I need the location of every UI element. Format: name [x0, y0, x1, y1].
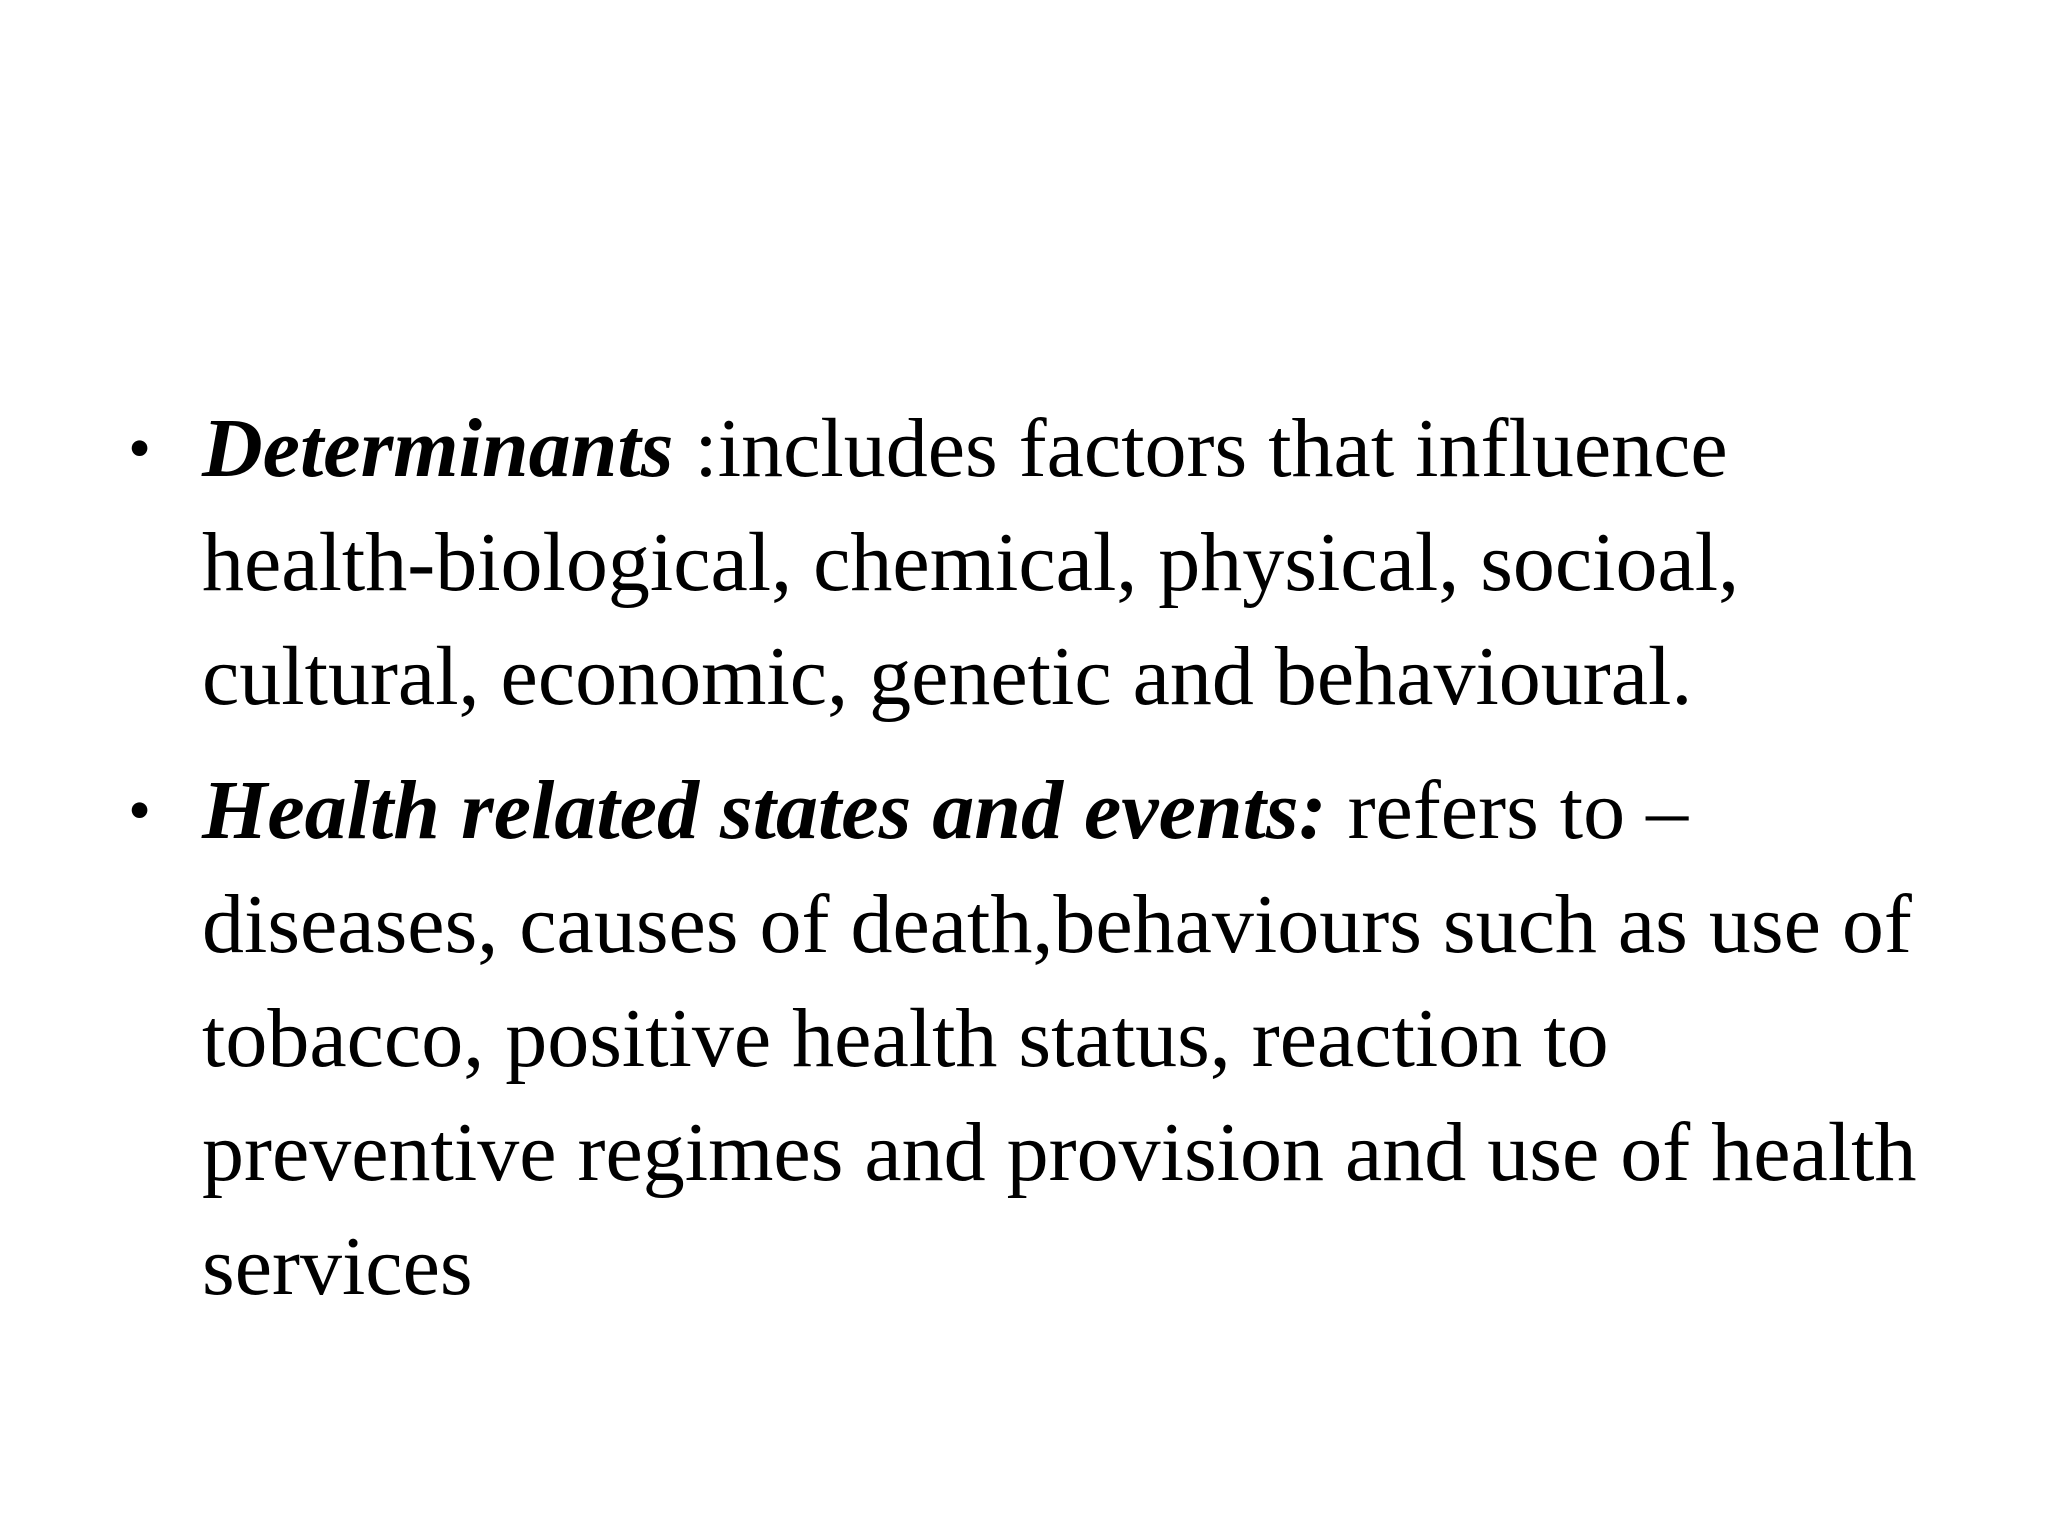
bullet-determinants — [128, 392, 1958, 734]
definition-health-related-states: refers to – diseases, causes of death,behaviours such as use of tobacco, positive health status, reaction to preventive regimes and provision and use of health services — [202, 764, 1917, 1313]
term-health-related-states: Health related states and events: — [202, 764, 1327, 857]
bullet-marker-icon: • — [128, 774, 152, 847]
bullet-marker-icon: • — [128, 412, 152, 485]
bullet-health-related-states — [128, 754, 1958, 1324]
term-determinants: Determinants — [202, 402, 674, 495]
bullet-list — [128, 392, 1958, 1324]
definition-determinants: :includes factors that influence health-biological, chemical, physical, socioal, cultural, economic, genetic and behavioural. — [202, 402, 1740, 723]
